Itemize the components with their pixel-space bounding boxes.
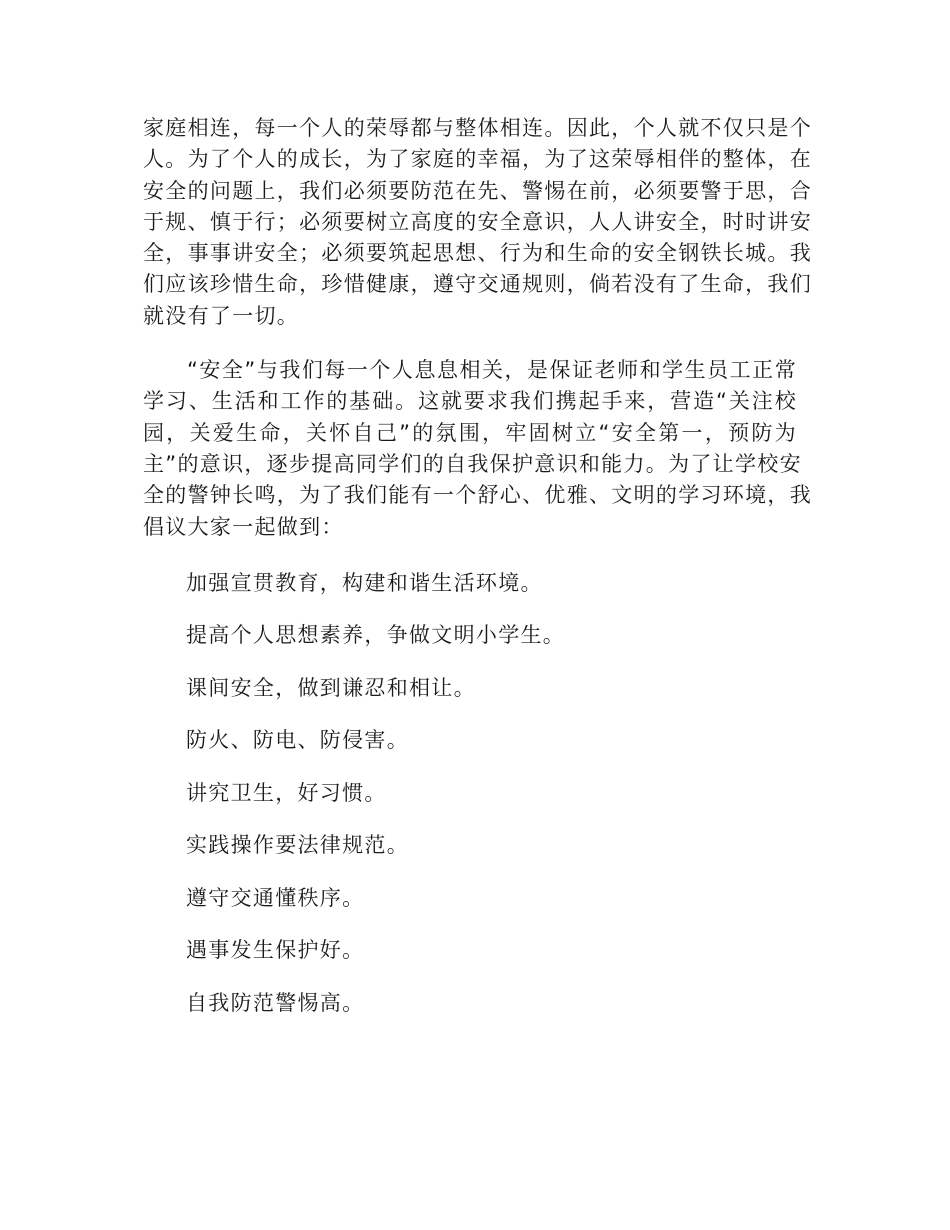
initiative-list — [143, 568, 797, 1019]
list-item: 加强宣贯教育，构建和谐生活环境。 — [186, 570, 543, 595]
text-line: 倡议大家一起做到： — [143, 514, 344, 539]
text-line: 学习、生活和工作的基础。这就要求我们携起手来，营造“关注校 — [143, 389, 797, 414]
list-item: 防火、防电、防侵害。 — [186, 728, 409, 753]
text-line: 就没有了一切。 — [143, 303, 300, 328]
list-item: 课间安全，做到谦忍和相让。 — [186, 675, 476, 700]
list-item: 遇事发生保护好。 — [186, 938, 365, 963]
text-line: 们应该珍惜生命，珍惜健康，遵守交通规则，倘若没有了生命，我们 — [143, 272, 812, 297]
text-line: “安全”与我们每一个人息息相关，是保证老师和学生员工正常 — [187, 358, 797, 383]
list-item: 提高个人思想素养，争做文明小学生。 — [186, 623, 566, 648]
text-line: 安全的问题上，我们必须要防范在先、警惕在前，必须要警于思，合 — [143, 178, 812, 203]
paragraph-safety-initiative — [143, 355, 812, 543]
list-item: 讲究卫生，好习惯。 — [186, 780, 387, 805]
list-item: 实践操作要法律规范。 — [186, 833, 409, 858]
document-body — [143, 113, 812, 1040]
text-line: 人。为了个人的成长，为了家庭的幸福，为了这荣辱相伴的整体，在 — [143, 147, 812, 172]
list-item: 自我防范警惕高。 — [186, 990, 365, 1015]
list-item: 遵守交通懂秩序。 — [186, 885, 365, 910]
text-line: 于规、慎于行；必须要树立高度的安全意识，人人讲安全，时时讲安 — [143, 209, 812, 234]
paragraph-safety-responsibility — [143, 113, 812, 332]
text-line: 园，关爱生命，关怀自己”的氛围，牢固树立“安全第一，预防为 — [143, 420, 797, 445]
text-line: 全，事事讲安全；必须要筑起思想、行为和生命的安全钢铁长城。我 — [143, 241, 812, 266]
text-line: 主”的意识，逐步提高同学们的自我保护意识和能力。为了让学校安 — [143, 451, 802, 476]
text-line: 全的警钟长鸣，为了我们能有一个舒心、优雅、文明的学习环境，我 — [143, 483, 812, 508]
text-line: 家庭相连，每一个人的荣辱都与整体相连。因此，个人就不仅只是个 — [143, 116, 812, 140]
